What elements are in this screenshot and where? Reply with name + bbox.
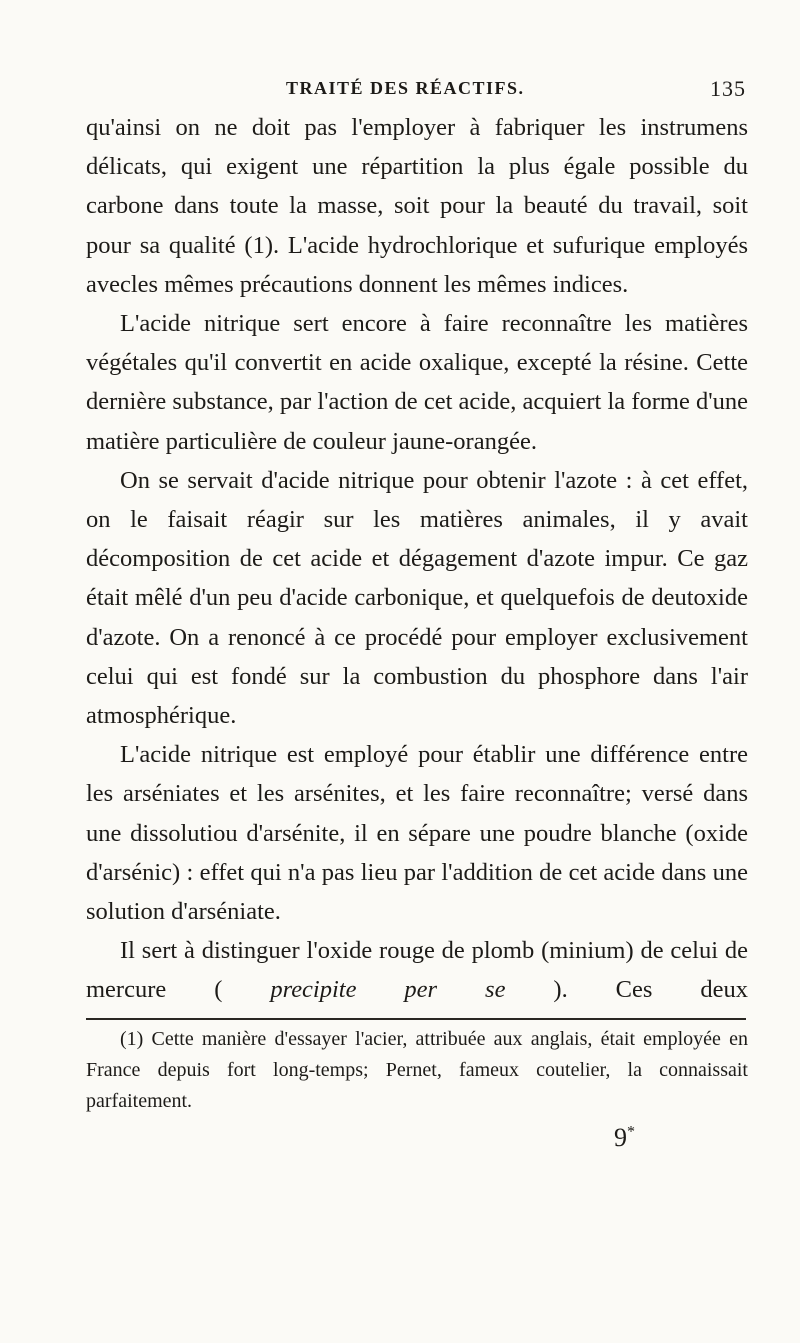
signature-asterisk: * (627, 1123, 635, 1141)
running-title: TRAITÉ DES RÉACTIFS. (286, 78, 525, 98)
signature-mark (614, 1123, 635, 1153)
paragraph-text: ). Ces deux (505, 976, 748, 1004)
paragraph: qu'ainsi on ne doit pas l'employer à fabriquer les instrumens délicats, qui exigent une répartition la plus égale possible du carbone dans toute la masse, soit pour la beauté du travail, soit pour sa qualité (1). L'acide hydrochlorique et sufurique employés avecles mêmes précautions donnent les mêmes indices. (86, 114, 748, 298)
body-text (86, 108, 748, 1010)
paragraph-text: Il sert à distinguer l'oxide rouge de plomb (minium) de celui de mercure ( (86, 937, 748, 1004)
page-number: 135 (710, 76, 746, 101)
page-header (86, 78, 746, 108)
footnote: (1) Cette manière d'essayer l'acier, attribuée aux anglais, était employée en France depuis fort long-temps; Pernet, fameux coutelier, la connaissait parfaitement. (86, 1028, 748, 1112)
paragraph: L'acide nitrique est employé pour établir une différence entre les arséniates et les arsénites, et les faire reconnaître; versé dans une dissolutiou d'arsénite, il en sépare une poudre blanche (oxide d'arsénic) : effet qui n'a pas lieu par l'addition de cet acide dans une solution d'arséniate. (86, 741, 748, 926)
signature-number: 9 (614, 1123, 627, 1152)
italic-latin-phrase: precipite per se (270, 976, 506, 1004)
paragraph-continued (86, 931, 748, 1009)
footnote-separator (86, 1018, 746, 1020)
paragraph: On se servait d'acide nitrique pour obtenir l'azote : à cet effet, on le faisait réagir sur les matières animales, il y avait décomposition de cet acide et dégagement d'azote impur. Ce gaz était mêlé d'un peu d'acide carbonique, et quelquefois de deutoxide d'azote. On a renoncé à ce procédé pour employer exclusivement celui qui est fondé sur la combustion du phosphore dans l'air atmosphérique. (86, 466, 748, 730)
paragraph: L'acide nitrique sert encore à faire reconnaître les matières végétales qu'il convertit en acide oxalique, excepté la résine. Cette dernière substance, par l'action de cet acide, acquiert la forme d'une matière particulière de couleur jaune-orangée. (86, 310, 748, 455)
